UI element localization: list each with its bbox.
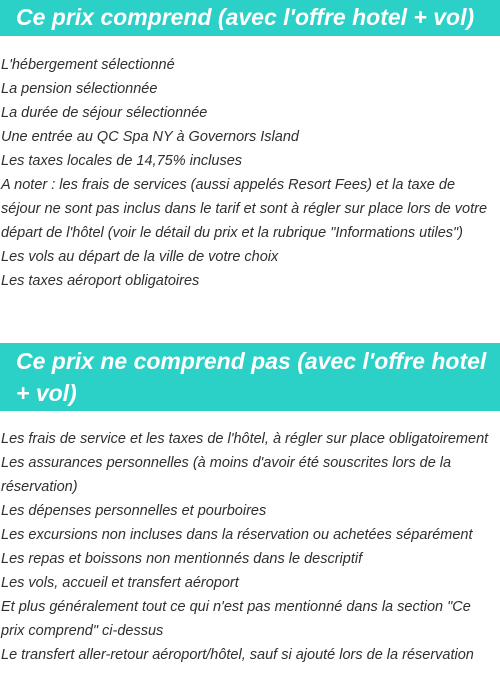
list-item: L'hébergement sélectionné xyxy=(1,57,175,73)
not-included-section xyxy=(0,343,500,667)
list-item: Et plus généralement tout ce qui n'est pas mentionné dans la section "Ce prix comprend" ci-dessus xyxy=(1,599,471,639)
list-item: Les taxes locales de 14,75% incluses xyxy=(1,153,243,169)
list-item: Les vols au départ de la ville de votre choix xyxy=(1,249,279,265)
list-item: Les repas et boissons non mentionnés dans le descriptif xyxy=(1,551,363,567)
list-item: Les excursions non incluses dans la réservation ou achetées séparément xyxy=(1,527,473,543)
list-item: Les vols, accueil et transfert aéroport xyxy=(1,575,239,591)
list-item: A noter : les frais de services (aussi appelés Resort Fees) et la taxe de séjour ne sont pas inclus dans le tarif et sont à régler sur place lors de votre départ de l'hôtel (voir le détail du prix et la rubrique "Informations utiles") xyxy=(1,177,488,241)
not-included-section-title: Ce prix ne comprend pas (avec l'offre hotel + vol) xyxy=(0,343,500,411)
section-spacer xyxy=(0,293,500,343)
included-section-title: Ce prix comprend (avec l'offre hotel + vol) xyxy=(0,0,500,36)
list-item: Les dépenses personnelles et pourboires xyxy=(1,503,267,519)
not-included-list xyxy=(0,427,500,667)
included-list xyxy=(0,53,500,293)
list-item: La durée de séjour sélectionnée xyxy=(1,105,208,121)
list-item: Les taxes aéroport obligatoires xyxy=(1,273,200,289)
list-item: Le transfert aller-retour aéroport/hôtel, sauf si ajouté lors de la réservation xyxy=(1,647,474,663)
included-section xyxy=(0,0,500,293)
list-item: Une entrée au QC Spa NY à Governors Island xyxy=(1,129,299,145)
list-item: Les assurances personnelles (à moins d'avoir été souscrites lors de la réservation) xyxy=(1,455,452,495)
list-item: La pension sélectionnée xyxy=(1,81,158,97)
list-item: Les frais de service et les taxes de l'hôtel, à régler sur place obligatoirement xyxy=(1,431,489,447)
